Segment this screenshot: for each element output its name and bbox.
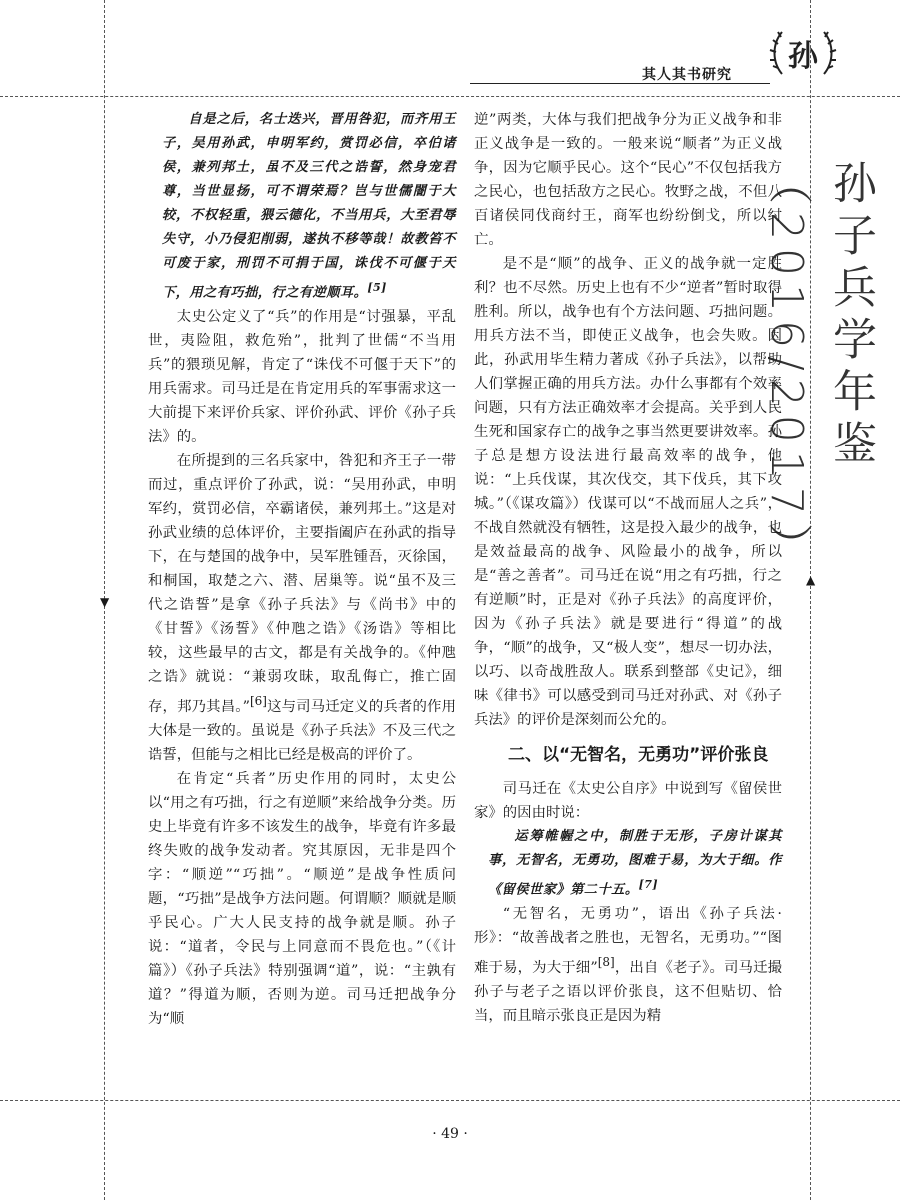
page-number: · 49 ·	[432, 1126, 468, 1142]
header-dashed-rule	[0, 96, 900, 97]
body-paragraph: 逆”两类，大体与我们把战争分为正义战争和非正义战争是一致的。一般来说“顺者”为正义战争，因为它顺乎民心。这个“民心”不仅包括我方之民心，也包括敌方之民心。牧野之战，不但八百诸侯同伐商纣王，商军也纷纷倒戈，所以纣亡。	[474, 112, 782, 248]
citation-ref: [8]	[597, 955, 615, 970]
citation-ref: [7]	[638, 878, 659, 891]
block-quote: 运筹帷幄之中，制胜于无形，子房计谋其事，无智名，无勇功，图难于易，为大于细。作《留侯世家》第二十五。[7]	[488, 829, 782, 898]
body-paragraph: 在肯定“兵者”历史作用的同时，太史公以“用之有巧拙，行之有逆顺”来给战争分类。历史上毕竟有许多不该发生的战争，毕竟有许多最终失败的战争发动者。究其原因，无非是四个字：“顺逆”“巧拙”。“顺逆”是战争性质问题，“巧拙”是战争方法问题。何谓顺？顺就是顺乎民心。广大人民支持的战争就是顺。孙子说：“道者，令民与上同意而不畏危也。”（《计篇》）《孙子兵法》特别强调“道”，说：“主孰有道？”得道为顺，否则为逆。司马迁把战争分为“顺	[148, 771, 456, 1028]
body-paragraph: “无智名，无勇功”，语出《孙子兵法·形》：“故善战者之胜也，无智名，无勇功。”“图难于易，为大于细”[8]，出自《老子》。司马迁撮孙子与老子之语以评价张良，这不但贴切、恰当，而且暗示张良正是因为精	[474, 906, 783, 1025]
left-column	[148, 108, 456, 1031]
section-heading: 二、以“无智名，无勇功”评价张良	[508, 745, 769, 765]
footer-dashed-rule	[0, 1100, 900, 1101]
right-column	[474, 108, 782, 1028]
citation-ref: [5]	[367, 281, 387, 294]
up-triangle-icon: ▲	[806, 573, 816, 587]
body-paragraph: 在所提到的三名兵家中，咎犯和齐王子一带而过，重点评价了孙武，说：“吴用孙武，申明军约，赏罚必信，卒霸诸侯，兼列邦土。”这是对孙武业绩的总体评价，主要指阖庐在孙武的指导下，在与楚国的战争中，吴军胜锺吾，灭徐国，和桐国，取楚之六、潜、居巢等。说“虽不及三代之诰誓”是拿《孙子兵法》与《尚书》中的《甘誓》《汤誓》《仲虺之诰》《汤诰》等相比较，这些最早的古文，都是有关战争的。《仲虺之诰》就说：“兼弱攻昧，取乱侮亡，推亡固存，邦乃其昌。”[6]这与司马迁定义的兵者的作用大体是一致的。虽说是《孙子兵法》不及三代之诰誓，但能与之相比已经是极高的评价了。	[148, 453, 456, 764]
body-paragraph: 太史公定义了“兵”的作用是“讨强暴，平乱世，夷险阻，救危殆”，批判了世儒“不当用兵”的猥琐见解，肯定了“诛伐不可偃于天下”的用兵需求。司马迁是在肯定用兵的军事需求这一大前提下来评价兵家、评价孙武、评价《孙子兵法》的。	[148, 309, 456, 446]
yearbook-side-title: 孙子兵学年鉴（2016/2017）	[761, 160, 876, 575]
block-quote: 自是之后，名士迭兴，晋用咎犯，而齐用王子，吴用孙武，申明军约，赏罚必信，卒伯诸侯，兼列邦土，虽不及三代之诰誓，然身宠君尊，当世显扬，可不谓荣焉？岂与世儒闇于大较，不权轻重，猥云德化，不当用兵，大至君辱失守，小乃侵犯削弱，遂执不移等哉！故教笞不可废于家，刑罚不可捐于国，诛伐不可偃于天下，用之有巧拙，行之有逆顺耳。[5]	[162, 112, 456, 301]
body-paragraph: 是不是“顺”的战争、正义的战争就一定胜利？也不尽然。历史上也有不少“逆者”暂时取得胜利。所以，战争也有个方法问题、巧拙问题。用兵方法不当，即使正义战争，也会失败。因此，孙武用毕生精力著成《孙子兵法》，以帮助人们掌握正确的用兵方法。办什么事都有个效率问题，只有方法正确效率才会提高。关乎到人民生死和国家存亡的战争之事当然更要讲效率。孙子总是想方设法进行最高效率的战争，他说：“上兵伐谋，其次伐交，其下伐兵，其下攻城。”（《谋攻篇》）伐谋可以“不战而屈人之兵”，不战自然就没有牺牲，这是投入最少的战争，也是效益最高的战争、风险最小的战争，所以是“善之善者”。司马迁在说“用之有巧拙，行之有逆顺”时，正是对《孙子兵法》的高度评价，因为《孙子兵法》就是要进行“得道”的战争，“顺”的战争，又“极人变”，想尽一切办法，以巧、以奇战胜敌人。联系到整部《史记》，细味《律书》可以感受到司马迁对孙武、对《孙子兵法》的评价是深刻而公允的。	[474, 256, 782, 728]
header-rule	[470, 83, 770, 84]
down-triangle-icon: ▼	[100, 595, 110, 609]
logo-glyph: 孙	[788, 39, 818, 74]
body-paragraph: 司马迁在《太史公自序》中说到写《留侯世家》的因由时说：	[474, 781, 782, 821]
citation-ref: [6]	[249, 694, 267, 709]
yearbook-logo-icon	[768, 22, 838, 92]
running-header-title: 其人其书研究	[642, 67, 732, 83]
